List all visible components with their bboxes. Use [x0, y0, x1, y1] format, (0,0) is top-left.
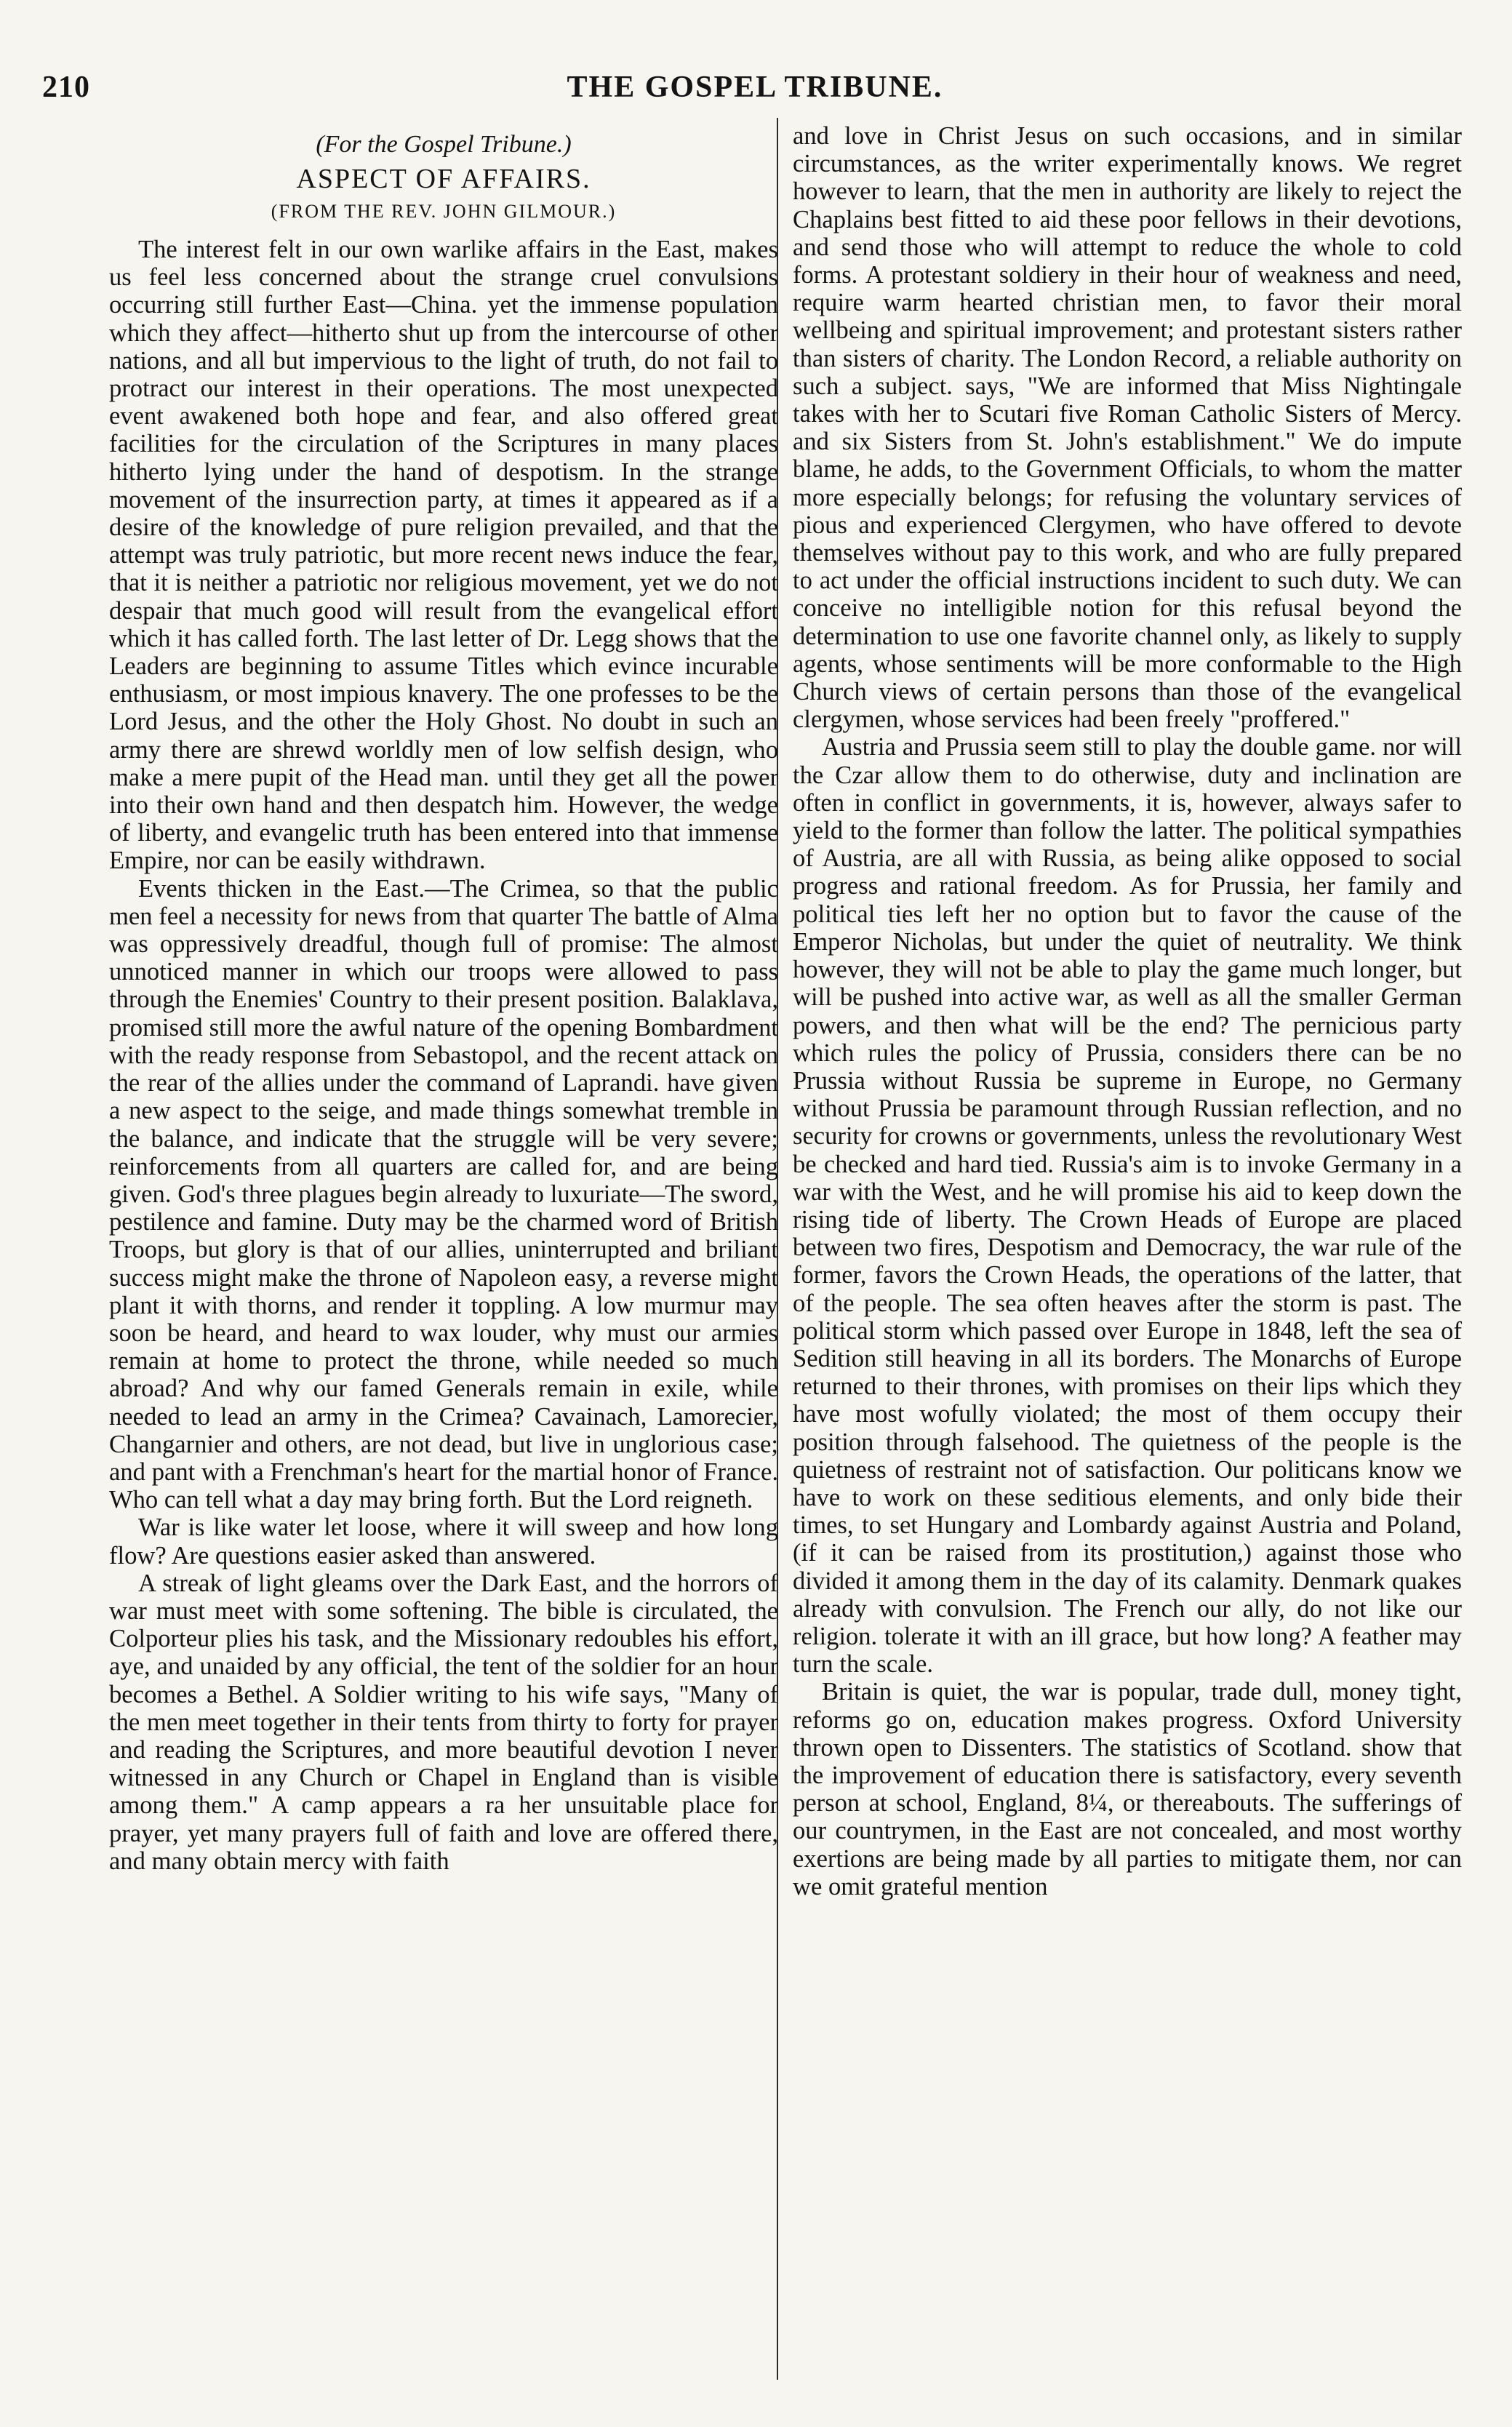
- intro-note: (For the Gospel Tribune.): [316, 131, 572, 158]
- page-header: [42, 70, 1468, 113]
- left-column: [109, 122, 778, 1875]
- right-column: [793, 122, 1462, 1900]
- paragraph: and love in Christ Jesus on such occasions, and in similar circumstances, as the writer experimentally knows. We regret however to learn, that the men in authority are likely to reject the Chaplains best fitted to aid these poor fellows in their devotions, and send those who will attempt to reduce the whole to cold forms. A protestant soldiery in their hour of weakness and need, require warm hearted christian men, to favor their moral wellbeing and spiritual improvement; and protestant sisters rather than sisters of charity. The London Record, a reliable authority on such a subject. says, "We are informed that Miss Nightingale takes with her to Scutari five Roman Catholic Sisters of Mercy. and six Sisters from St. John's establishment." We do impute blame, he adds, to the Government Officials, to whom the matter more especially belongs; for refusing the voluntary services of pious and experienced Clergymen, who have offered to devote themselves without pay to this work, and who are fully prepared to act under the official instructions incident to such duty. We can conceive no intelligible notion for this refusal beyond the determination to use one favorite channel only, as likely to supply agents, whose sentiments will be more conformable to the High Church views of certain persons than those of the evangelical clergymen, whose services had been freely "proffered.": [793, 122, 1462, 734]
- page-number: 210: [42, 71, 90, 104]
- paragraph: War is like water let loose, where it will sweep and how long flow? Are questions easier asked than answered.: [109, 1514, 778, 1570]
- byline: (FROM THE REV. JOHN GILMOUR.): [271, 201, 617, 222]
- paragraph: Events thicken in the East.—The Crimea, so that the public men feel a necessity for news from that quarter The battle of Alma was oppressively dreadful, though full of promise: The almost unnoticed manner in which our troops were allowed to pass through the Enemies' Country to their present position. Balaklava, promised still more the awful nature of the opening Bombardment with the ready response from Sebastopol, and the recent attack on the rear of the allies under the command of Laprandi. have given a new aspect to the seige, and made things somewhat tremble in the balance, and indicate that the struggle will be very severe; reinforcements from all quarters are called for, and are being given. God's three plagues begin already to luxuriate—The sword, pestilence and famine. Duty may be the charmed word of British Troops, but glory is that of our allies, uninterrupted and briliant success might make the throne of Napoleon easy, a reverse might plant it with thorns, and render it toppling. A low murmur may soon be heard, and heard to wax louder, why must our armies remain at home to protect the throne, while needed so much abroad? And why our famed Generals remain in exile, while needed to lead an army in the Crimea? Cavainach, Lamorecier, Changarnier and others, are not dead, but live in unglorious case; and pant with a Frenchman's heart for the martial honor of France. Who can tell what a day may bring forth. But the Lord reigneth.: [109, 874, 778, 1514]
- paragraph: The interest felt in our own warlike affairs in the East, makes us feel less concerned about the strange cruel convulsions occurring still further East—China. yet the immense population which they affect—hitherto shut up from the intercourse of other nations, and all but impervious to the light of truth, do not fail to protract our interest in their operations. The most unexpected event awakened both hope and fear, and also offered great facilities for the circulation of the Scriptures in many places hitherto lying under the hand of despotism. In the strange movement of the insurrection party, at times it appeared as if a desire of the knowledge of pure religion prevailed, and that the attempt was truly patriotic, but more recent news induce the fear, that it is neither a patriotic nor religious movement, yet we do not despair that much good will result from the evangelical effort which it has called forth. The last letter of Dr. Legg shows that the Leaders are beginning to assume Titles which evince incurable enthusiasm, or most impious knavery. The one professes to be the Lord Jesus, and the other the Holy Ghost. No doubt in such an army there are shrewd worldly men of low selfish design, who make a mere pupit of the Head man. until they get all the power into their own hand and then despatch him. However, the wedge of liberty, and evangelic truth has been entered into that immense Empire, nor can be easily withdrawn.: [109, 236, 778, 875]
- running-head: THE GOSPEL TRIBUNE.: [567, 71, 943, 104]
- paragraph: Austria and Prussia seem still to play the double game. nor will the Czar allow them to do otherwise, duty and inclination are often in conflict in governments, it is, however, always safer to yield to the former than follow the latter. The political sympathies of Austria, are all with Russia, as being alike opposed to social progress and rational freedom. As for Prussia, her family and political ties left her no option but to favor the cause of the Emperor Nicholas, but under the quiet of neutrality. We think however, they will not be able to play the game much longer, but will be pushed into active war, as well as all the smaller German powers, and then what will be the end? The pernicious party which rules the policy of Prussia, considers there can be no Prussia without Russia be supreme in Europe, no Germany without Prussia be paramount through Russian reflection, and no security for crowns or governments, unless the revolutionary West be checked and hard tied. Russia's aim is to invoke Germany in a war with the West, and he will promise his aid to keep down the rising tide of liberty. The Crown Heads of Europe are placed between two fires, Despotism and Democracy, the war rule of the former, favors the Crown Heads, the operations of the latter, that of the people. The sea often heaves after the storm is past. The political storm which passed over Europe in 1848, left the sea of Sedition still heaving in all its borders. The Monarchs of Europe returned to their thrones, with promises on their lips which they have most wofully violated; the most of them occupy their position through falsehood. The quietness of the people is the quietness of restraint not of satisfaction. Our politicans know we have to work on these seditious elements, and only bide their times, to set Hungary and Lombardy against Austria and Poland, (if it can be raised from its prostitution,) against those who divided it among them in the day of its calamity. Denmark quakes already with convulsion. The French our ally, do not like our religion. tolerate it with an ill grace, but how long? A feather may turn the scale.: [793, 733, 1462, 1679]
- article-title: ASPECT OF AFFAIRS.: [296, 164, 591, 194]
- paragraph: A streak of light gleams over the Dark East, and the horrors of war must meet with some softening. The bible is circulated, the Colporteur plies his task, and the Missionary redoubles his effort, aye, and unaided by any official, the tent of the soldier for an hour becomes a Bethel. A Soldier writing to his wife says, "Many of the men meet together in their tents from thirty to forty for prayer and reading the Scriptures, and more beautiful devotion I never witnessed in any Church or Chapel in England than is visible among them." A camp appears a ra her unsuitable place for prayer, yet many prayers full of faith and love are offered there, and many obtain mercy with faith: [109, 1569, 778, 1875]
- paragraph: Britain is quiet, the war is popular, trade dull, money tight, reforms go on, education makes progress. Oxford University thrown open to Dissenters. The statistics of Scotland. show that the improvement of education there is satisfactory, every seventh person at school, England, 8¼, or thereabouts. The sufferings of our countrymen, in the East are not concealed, and most worthy exertions are being made by all parties to mitigate them, nor can we omit grateful mention: [793, 1678, 1462, 1900]
